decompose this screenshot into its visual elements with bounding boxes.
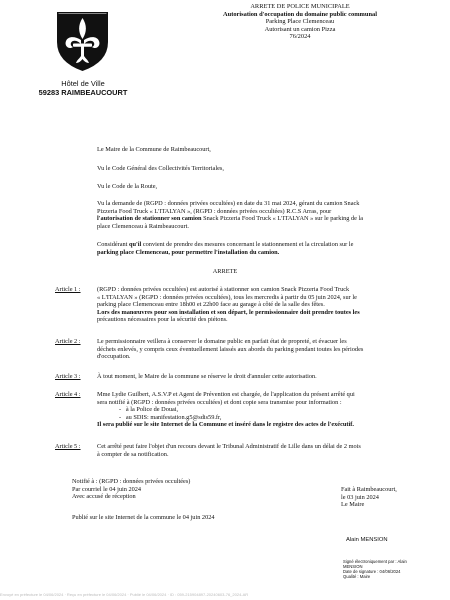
article-3-line: À tout moment, le Maire de la commune se réserve le droit d'annuler cette autorisation.: [97, 373, 317, 380]
article-5-label: Article 5 :: [55, 443, 81, 450]
notification-block: [72, 478, 312, 501]
article-4-label: Article 4 :: [55, 391, 81, 398]
arrete-title: ARRETE: [212, 268, 238, 275]
document-header: [150, 3, 450, 41]
demande-rest: Snack Pizzeria Food Truck « L'ITALYAN » sur le parking de la: [201, 215, 364, 222]
preamble-considerant: [97, 241, 422, 256]
preamble-vu-cgct: Vu le Code Général des Collectivités Territoriales,: [97, 165, 224, 172]
article-1-line: Lors des manœuvres pour son installation et son départ, le permissionnaire doit prendre toutes les: [97, 308, 360, 316]
article-1-body: [97, 286, 422, 324]
header-purpose: Autorisant un camion Pizza: [264, 25, 336, 33]
demande-line-1: Vu la demande de (RGPD : données privées occultées) en date du 31 mai 2024, gérant du camion Snack: [97, 200, 360, 207]
esign-line: Qualité : Maire: [343, 574, 371, 579]
signature-title: Le Maire: [341, 501, 365, 508]
signature-place: Fait à Raimbeaucourt,: [341, 486, 397, 493]
prefecture-footer: Envoyé en préfecture le 04/06/2024 · Reçu en préfecture le 04/06/2024 · Publié le 04/06/2024 · ID : 059-215904897-20240603-76_2024-AR: [0, 592, 249, 597]
mayor-name: Alain MENSION: [346, 537, 388, 543]
address-line-1: Hôtel de Ville: [61, 79, 105, 88]
article-1-line: précautions nécessaires pour la sécurité des piétons.: [97, 316, 228, 323]
article-2-line: Le permissionnaire veillera à conserver le domaine public en parfait état de propreté, et évacuer les: [97, 338, 347, 345]
article-3-body: [97, 373, 422, 381]
preamble-mayor: Le Maire de la Commune de Raimbeaucourt,: [97, 146, 211, 153]
article-4-body: [97, 391, 422, 429]
demande-bold: l'autorisation de stationner son camion: [97, 215, 202, 222]
article-4-line: sera notifié à (RGPD : données privées occultées) et dont copie sera transmise pour information :: [97, 398, 342, 406]
article-1-line: parking place Clemenceau entre 18h00 et 22h00 face au garage à côté de la salle des fêtes.: [97, 301, 325, 308]
notification-email: Par courriel le 04 juin 2024: [72, 485, 142, 493]
demande-line-4: place Clemenceau à Raimbeaucourt.: [97, 222, 189, 230]
considerant-line-2: parking place Clemenceau, pour permettre l'installation du camion.: [97, 248, 280, 256]
town-hall-address: [28, 79, 138, 97]
article-1-label: Article 1 :: [55, 286, 81, 293]
signature-date: le 03 juin 2024: [341, 493, 379, 501]
electronic-signature: [343, 559, 443, 579]
signature-block: [341, 486, 441, 509]
preamble-vu-route: Vu le Code de la Route,: [97, 183, 158, 190]
article-1-line: (RGPD : données privées occultées) est autorisé à stationner son camion Snack Pizzeria Food Truck: [97, 286, 350, 293]
article-4-bullet: - à la Police de Douai,: [119, 406, 179, 413]
address-line-2: 59283 RAIMBEAUCOURT: [38, 88, 128, 97]
article-4-line: Il sera publié sur le site Internet de la Commune et inséré dans le registre des actes de l'exécutif.: [97, 421, 354, 428]
article-2-label: Article 2 :: [55, 338, 81, 345]
esign-line: MENSION: [343, 564, 363, 569]
article-4-bullet: - au SDIS: manifestation.g5@sdis59.fr,: [119, 413, 222, 421]
preamble-vu-demande: [97, 200, 422, 230]
header-location: Parking Place Clemenceau: [265, 18, 335, 26]
article-2-line: d'occupation.: [97, 353, 131, 360]
considerant-line-1: Considérant qu'il convient de prendre des mesures concernant le stationnement et la circulation sur le: [97, 241, 354, 248]
article-5-line: Cet arrêté peut faire l'objet d'un recours devant le Tribunal Administratif de Lille dans un délai de 2 mois: [97, 443, 361, 450]
esign-line: Signé électroniquement par : Alain: [343, 559, 407, 564]
notification-publication: Publié sur le site Internet de la commune le 04 juin 2024: [72, 514, 215, 521]
article-3-label: Article 3 :: [55, 373, 81, 380]
demande-line-2: Pizzeria Food Truck « L'ITALYAN », (RGPD : données privées occultées) R.C.S Arras, pour: [97, 207, 332, 215]
article-4-line: Mme Lydie Guilbert, A.S.V.P et Agent de Prévention est chargée, de l'application du présent arrêté qui: [97, 391, 355, 398]
notification-recipient: Notifié à : (RGPD : données privées occultées): [72, 478, 191, 485]
header-number: 76/2024: [289, 33, 311, 41]
esign-line: Date de signature : 04/06/2024: [343, 569, 401, 574]
header-title: ARRETE DE POLICE MUNICIPALE: [250, 3, 350, 10]
article-2-line: déchets enlevés, y compris ceux éventuellement laissés aux abords du parking pendant toutes les périodes: [97, 345, 364, 353]
article-1-line: « L'ITALYAN » (RGPD : données privées occultées), tous les mercredis à partir du 05 juin 2024, sur le: [97, 293, 357, 301]
notification-receipt: Avec accusé de réception: [72, 493, 136, 500]
article-5-body: [97, 443, 422, 458]
coat-of-arms-logo: [55, 10, 110, 73]
demande-line-3: [97, 215, 422, 223]
header-subtitle: Autorisation d'occupation du domaine public communal: [223, 10, 377, 18]
article-2-body: [97, 338, 422, 361]
article-5-line: à compter de sa notification.: [97, 450, 169, 458]
